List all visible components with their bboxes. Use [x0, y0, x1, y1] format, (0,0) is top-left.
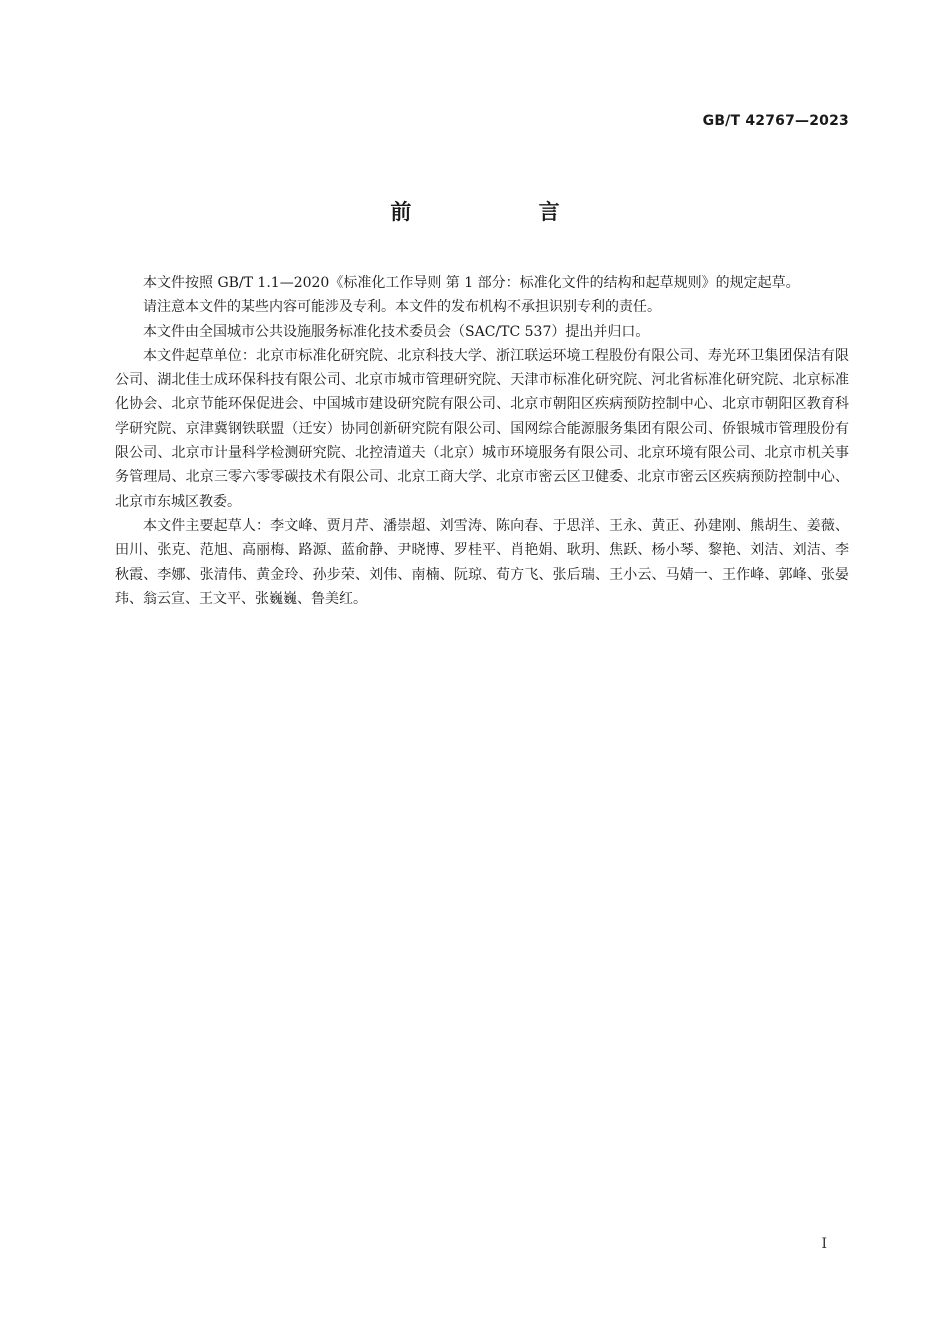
- foreword-body: [115, 271, 849, 611]
- paragraph-proposer: 本文件由全国城市公共设施服务标准化技术委员会（SAC/TC 537）提出并归口。: [143, 323, 650, 340]
- paragraph-drafting-units: 本文件起草单位：北京市标准化研究院、北京科技大学、浙江联运环境工程股份有限公司、寿光环卫集团保洁有限公司、湖北佳士成环保科技有限公司、北京市城市管理研究院、天津市标准化研究院、河北省标准化研究院、北京标准化协会、北京节能环保促进会、中国城市建设研究院有限公司、北京市朝阳区疾病预防控制中心、北京市朝阳区教育科学研究院、京津冀钢铁联盟（迁安）协同创新研究院有限公司、国网综合能源服务集团有限公司、侨银城市管理股份有限公司、北京市计量科学检测研究院、北控清道夫（北京）城市环境服务有限公司、北京环境有限公司、北京市机关事务管理局、北京三零六零零碳技术有限公司、北京工商大学、北京市密云区卫健委、北京市密云区疾病预防控制中心、北京市东城区教委。: [115, 347, 849, 510]
- paragraph-drafting-rules: 本文件按照 GB/T 1.1—2020《标准化工作导则 第 1 部分：标准化文件的结构和起草规则》的规定起草。: [143, 275, 800, 291]
- standard-number: GB/T 42767—2023: [702, 113, 849, 129]
- paragraph-patent-notice: 请注意本文件的某些内容可能涉及专利。本文件的发布机构不承担识别专利的责任。: [143, 299, 661, 316]
- page-title: 前 言: [390, 200, 620, 224]
- page-number: I: [821, 1236, 827, 1252]
- paragraph-drafters: 本文件主要起草人：李文峰、贾月芹、潘崇超、刘雪涛、陈向春、于思洋、王永、黄正、孙建刚、熊胡生、姜薇、田川、张克、范旭、高丽梅、路源、蓝俞静、尹晓博、罗桂平、肖艳娟、耿玥、焦跃、杨小琴、黎艳、刘洁、刘洁、李秋霞、李娜、张清伟、黄金玲、孙步荣、刘伟、南楠、阮琼、荀方飞、张后瑞、王小云、马婧一、王作峰、郭峰、张晏玮、翁云宣、王文平、张巍巍、鲁美红。: [115, 517, 849, 607]
